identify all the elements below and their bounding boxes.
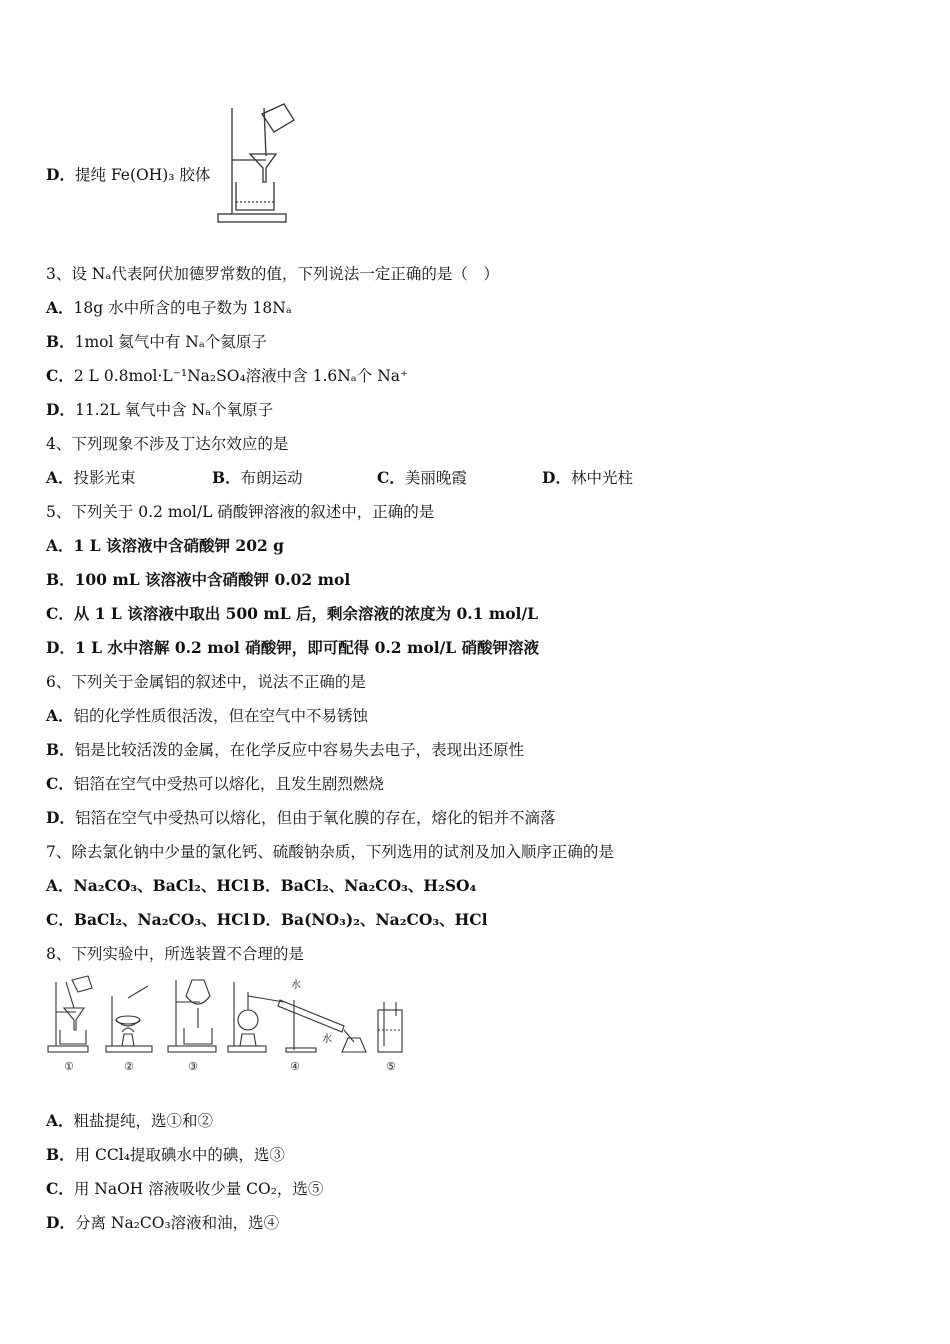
figure-label-1: ① [64,1060,74,1073]
option-label: B． [46,570,75,589]
option-text: 1mol 氦气中有 Nₐ个氦原子 [74,333,267,351]
q6-option-c [46,772,384,794]
option-label: A． [46,1111,74,1130]
q5-stem: 5、下列关于 0.2 mol/L 硝酸钾溶液的叙述中，正确的是 [46,503,435,521]
option-text: 铝箔在空气中受热可以熔化，但由于氧化膜的存在，熔化的铝并不滴落 [74,809,556,827]
q5-option-a [46,534,284,556]
option-label: D． [46,808,75,827]
option-text: 铝是比较活泼的金属，在化学反应中容易失去电子，表现出还原性 [74,741,525,759]
option-label: C． [46,366,74,385]
q7-option-a [46,874,249,896]
option-text: Ba(NO₃)₂、Na₂CO₃、HCl [280,910,488,929]
option-label: A． [46,706,74,725]
option-text: 提纯 Fe(OH)₃ 胶体 [74,166,211,184]
q4-option-a [46,466,136,488]
filtration-apparatus-figure [214,96,298,226]
option-text: BaCl₂、Na₂CO₃、H₂SO₄ [280,876,477,895]
option-text: 11.2L 氧气中含 Nₐ个氧原子 [74,401,274,419]
option-text: 布朗运动 [240,469,303,487]
option-label: D． [252,910,281,929]
q7-option-d [252,908,488,930]
option-text: 2 L 0.8mol·L⁻¹Na₂SO₄溶液中含 1.6Nₐ个 Na⁺ [73,367,409,385]
q8-option-b [46,1143,285,1165]
figure-label-4: ④ [290,1060,300,1073]
apparatus-4-distillation [228,982,366,1052]
q5-option-d [46,636,539,658]
q4-option-c [377,466,467,488]
figure-label-5: ⑤ [386,1060,396,1073]
q3-option-c [46,364,408,386]
option-label: A． [46,536,74,555]
q8-option-c [46,1177,323,1199]
q2-option-d [46,163,210,185]
option-text: 从 1 L 该溶液中取出 500 mL 后，剩余溶液的浓度为 0.1 mol/L [73,604,539,623]
q7-option-c [46,908,250,930]
option-text: 铝箔在空气中受热可以熔化，且发生剧烈燃烧 [73,775,384,793]
q7-option-b [252,874,476,896]
option-text: 用 CCl₄提取碘水中的碘，选③ [74,1146,285,1164]
option-text: 铝的化学性质很活泼，但在空气中不易锈蚀 [73,707,369,725]
q7-stem: 7、除去氯化钠中少量的氯化钙、硫酸钠杂质，下列选用的试剂及加入顺序正确的是 [46,843,614,861]
q3-option-a [46,296,292,318]
apparatus-3-separatory-funnel [168,980,216,1052]
option-text: 分离 Na₂CO₃溶液和油，选④ [74,1214,280,1232]
option-label: B． [252,876,281,895]
q8-option-a [46,1109,213,1131]
q6-stem: 6、下列关于金属铝的叙述中，说法不正确的是 [46,673,366,691]
q5-option-c [46,602,538,624]
q6-option-b [46,738,524,760]
option-label: D． [46,165,75,184]
option-label: D． [46,400,75,419]
figure-label-3: ③ [188,1060,198,1073]
q8-option-d [46,1211,279,1233]
option-text: 林中光柱 [570,469,633,487]
option-label: A． [46,468,74,487]
q3-stem: 3、设 Nₐ代表阿伏加德罗常数的值，下列说法一定正确的是（ ） [46,265,499,283]
option-label: B． [212,468,241,487]
option-text: Na₂CO₃、BaCl₂、HCl [73,876,250,895]
option-text: 18g 水中所含的电子数为 18Nₐ [73,299,292,317]
q4-option-d [542,466,633,488]
option-label: D． [46,638,75,657]
q5-option-b [46,568,350,590]
apparatus-5-gas-washing-bottle [378,1002,402,1052]
lab-apparatus-figure [44,972,414,1076]
apparatus-2-evaporation [106,986,152,1052]
q4-option-b [212,466,303,488]
option-label: B． [46,740,75,759]
water-inlet-label: 水 [291,980,301,991]
water-outlet-label: 水 [322,1034,332,1045]
option-text: 1 L 该溶液中含硝酸钾 202 g [73,536,284,555]
option-label: C． [46,1179,74,1198]
q4-stem: 4、下列现象不涉及丁达尔效应的是 [46,435,289,453]
option-label: B． [46,332,75,351]
option-text: 100 mL 该溶液中含硝酸钾 0.02 mol [74,570,351,589]
option-label: A． [46,298,74,317]
q6-option-d [46,806,555,828]
option-text: 1 L 水中溶解 0.2 mol 硝酸钾，即可配得 0.2 mol/L 硝酸钾溶液 [74,638,540,657]
option-label: D． [542,468,571,487]
q8-stem: 8、下列实验中，所选装置不合理的是 [46,945,304,963]
option-text: 投影光束 [73,469,136,487]
option-text: 用 NaOH 溶液吸收少量 CO₂，选⑤ [73,1180,324,1198]
option-label: A． [46,876,74,895]
option-label: B． [46,1145,75,1164]
q3-option-b [46,330,267,352]
option-text: 粗盐提纯，选①和② [73,1112,214,1130]
figure-label-2: ② [124,1060,134,1073]
q6-option-a [46,704,368,726]
option-label: C． [46,604,74,623]
apparatus-1-filtration [48,976,92,1052]
option-label: C． [377,468,405,487]
q3-option-d [46,398,273,420]
option-text: BaCl₂、Na₂CO₃、HCl [73,910,250,929]
option-text: 美丽晚霞 [404,469,467,487]
option-label: C． [46,774,74,793]
option-label: C． [46,910,74,929]
option-label: D． [46,1213,75,1232]
